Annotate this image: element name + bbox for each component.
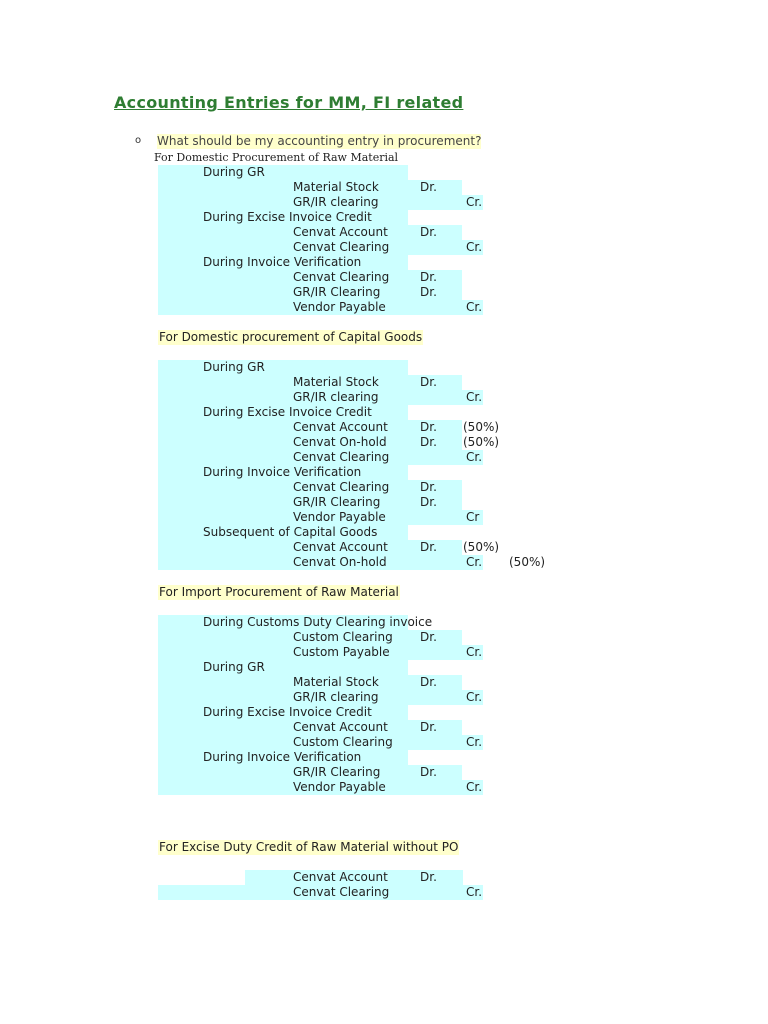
account-name: GR/IR clearing xyxy=(293,390,379,404)
account-name: Cenvat On-hold xyxy=(293,435,387,449)
percent-value: (50%) xyxy=(463,540,500,554)
entry-stage-label: During Excise Invoice Credit xyxy=(203,210,372,224)
debit-marker: Dr. xyxy=(420,870,437,884)
debit-marker: Dr. xyxy=(420,180,437,194)
credit-marker: Cr. xyxy=(466,690,483,704)
debit-marker: Dr. xyxy=(420,225,437,239)
account-name: Vendor Payable xyxy=(293,300,386,314)
account-name: Custom Clearing xyxy=(293,630,393,644)
debit-marker: Dr. xyxy=(420,480,437,494)
credit-marker: Cr. xyxy=(466,240,483,254)
credit-marker: Cr. xyxy=(466,300,483,314)
entry-stage-label: During Invoice Verification xyxy=(203,465,362,479)
account-name: Cenvat Account xyxy=(293,540,388,554)
account-name: Cenvat Account xyxy=(293,720,388,734)
credit-marker: Cr. xyxy=(466,390,483,404)
account-name: GR/IR clearing xyxy=(293,690,379,704)
credit-marker: Cr. xyxy=(466,645,483,659)
account-name: GR/IR Clearing xyxy=(293,285,381,299)
entry-stage-label: During Excise Invoice Credit xyxy=(203,705,372,719)
percent-value: (50%) xyxy=(463,420,500,434)
debit-marker: Dr. xyxy=(420,420,437,434)
section-heading: For Domestic procurement of Capital Goods xyxy=(159,330,423,344)
entry-stage-label: During GR xyxy=(203,360,265,374)
question-text: What should be my accounting entry in procurement? xyxy=(157,134,482,148)
account-name: Custom Payable xyxy=(293,645,390,659)
account-name: Cenvat Clearing xyxy=(293,450,390,464)
document-title: Accounting Entries for MM, FI related xyxy=(114,93,464,112)
section-heading: For Excise Duty Credit of Raw Material without PO xyxy=(159,840,459,854)
debit-marker: Dr. xyxy=(420,540,437,554)
account-name: Material Stock xyxy=(293,675,379,689)
percent-value: (50%) xyxy=(463,435,500,449)
account-name: Cenvat Clearing xyxy=(293,885,390,899)
account-name: Vendor Payable xyxy=(293,510,386,524)
entry-stage-label: During GR xyxy=(203,165,265,179)
account-name: GR/IR clearing xyxy=(293,195,379,209)
account-name: Cenvat Account xyxy=(293,420,388,434)
section-heading: For Domestic Procurement of Raw Material xyxy=(154,151,399,164)
account-name: Cenvat Account xyxy=(293,225,388,239)
bullet-circle-icon: o xyxy=(135,135,142,146)
account-name: Material Stock xyxy=(293,375,379,389)
credit-marker: Cr. xyxy=(466,195,483,209)
entry-stage-label: During Invoice Verification xyxy=(203,750,362,764)
credit-marker: Cr. xyxy=(466,780,483,794)
entry-stage-label: During Customs Duty Clearing invoice xyxy=(203,615,433,629)
debit-marker: Dr. xyxy=(420,630,437,644)
credit-marker: Cr. xyxy=(466,555,483,569)
section-heading: For Import Procurement of Raw Material xyxy=(159,585,399,599)
credit-marker: Cr. xyxy=(466,450,483,464)
percent-value: (50%) xyxy=(509,555,546,569)
account-name: Custom Clearing xyxy=(293,735,393,749)
entry-stage-label: During GR xyxy=(203,660,265,674)
debit-marker: Dr. xyxy=(420,720,437,734)
credit-marker: Cr xyxy=(466,510,480,524)
entry-stage-label: During Excise Invoice Credit xyxy=(203,405,372,419)
account-name: Cenvat Account xyxy=(293,870,388,884)
account-name: GR/IR Clearing xyxy=(293,765,381,779)
debit-marker: Dr. xyxy=(420,675,437,689)
debit-marker: Dr. xyxy=(420,435,437,449)
debit-marker: Dr. xyxy=(420,285,437,299)
entry-stage-label: During Invoice Verification xyxy=(203,255,362,269)
account-name: Cenvat Clearing xyxy=(293,270,390,284)
credit-marker: Cr. xyxy=(466,735,483,749)
debit-marker: Dr. xyxy=(420,495,437,509)
credit-marker: Cr. xyxy=(466,885,483,899)
debit-marker: Dr. xyxy=(420,375,437,389)
account-name: Material Stock xyxy=(293,180,379,194)
account-name: Cenvat Clearing xyxy=(293,240,390,254)
highlight-band xyxy=(158,165,408,180)
highlight-band xyxy=(158,660,408,675)
account-name: GR/IR Clearing xyxy=(293,495,381,509)
entry-stage-label: Subsequent of Capital Goods xyxy=(203,525,378,539)
highlight-band xyxy=(158,360,408,375)
account-name: Cenvat Clearing xyxy=(293,480,390,494)
debit-marker: Dr. xyxy=(420,765,437,779)
account-name: Cenvat On-hold xyxy=(293,555,387,569)
account-name: Vendor Payable xyxy=(293,780,386,794)
debit-marker: Dr. xyxy=(420,270,437,284)
